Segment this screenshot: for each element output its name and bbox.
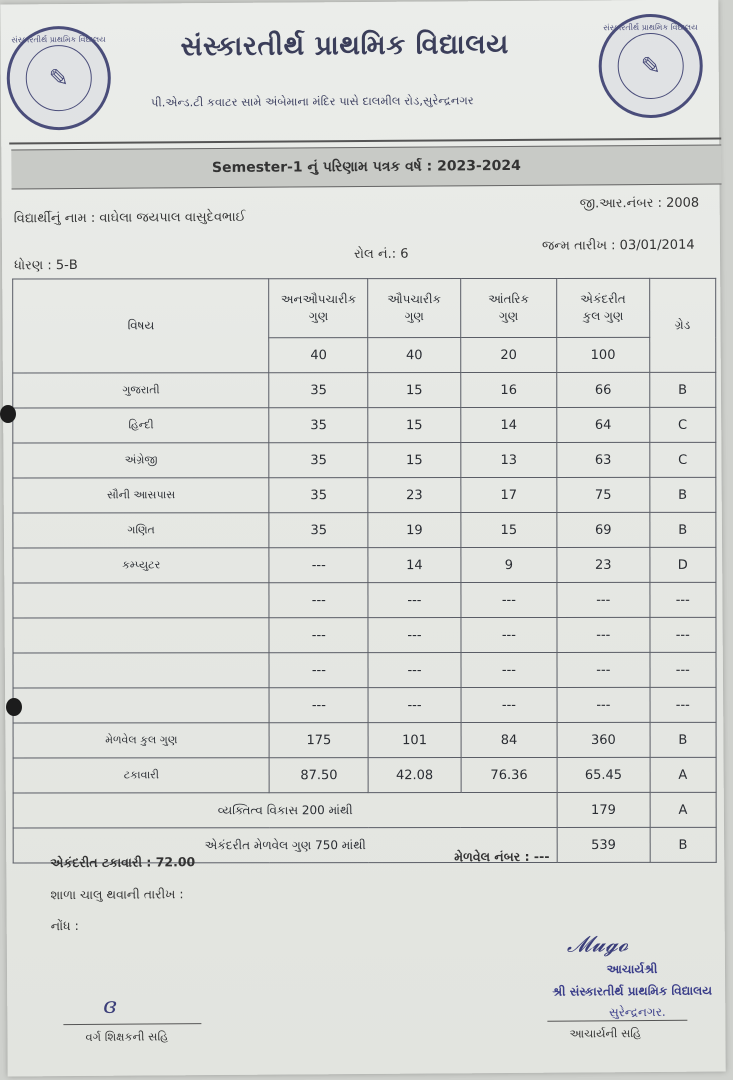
- cell-total: 75: [557, 477, 649, 512]
- obtained-grade: B: [650, 722, 716, 757]
- semester-title: Semester-1 નું પરિણામ પત્રક વર્ષ : 2023-2024: [11, 144, 721, 189]
- cell-total: 23: [557, 547, 649, 582]
- gr-number: જી.આર.નંબર : 2008: [579, 195, 700, 212]
- cell-subject: અંગ્રેજી: [13, 443, 269, 478]
- cell-subject: ગણિત: [13, 513, 269, 548]
- table-row: [13, 407, 716, 443]
- cell-internal: 17: [461, 477, 557, 512]
- cell-subject: ગુજરાતી: [13, 373, 269, 408]
- cell-formal: 14: [368, 548, 461, 583]
- personality-grade: A: [650, 792, 716, 827]
- cell-grade: D: [649, 547, 715, 582]
- header-total: [557, 278, 650, 337]
- cell-informal: 35: [269, 373, 368, 408]
- header-internal-line2: ગુણ: [499, 309, 519, 324]
- cell-formal: 15: [368, 373, 461, 408]
- cell-internal: ---: [461, 582, 557, 617]
- cell-grade: B: [649, 477, 715, 512]
- table-row: [13, 512, 716, 548]
- date-of-birth: જન્મ તારીખ : 03/01/2014: [541, 237, 695, 254]
- percentage-internal: 76.36: [461, 757, 557, 792]
- obtained-formal: 101: [368, 723, 461, 758]
- cell-total: 69: [557, 512, 649, 547]
- obtained-total-row: [13, 722, 716, 758]
- school-reopen-date: શાળા ચાલુ થવાની તારીખ :: [50, 886, 184, 903]
- cell-grade: B: [649, 512, 715, 547]
- cell-grade: C: [649, 442, 715, 477]
- cell-informal: 35: [269, 408, 368, 443]
- cell-total: ---: [557, 652, 649, 687]
- cell-internal: 9: [461, 547, 557, 582]
- cell-grade: C: [649, 407, 715, 442]
- max-internal: 20: [460, 337, 556, 372]
- rank-number: મેળવેલ નંબર : ---: [454, 848, 550, 865]
- cell-subject: હિન્દી: [13, 408, 269, 443]
- student-standard: ધોરણ : 5-B: [14, 257, 78, 274]
- header-grade: ગ્રેડ: [649, 278, 716, 372]
- cell-grade: ---: [649, 582, 715, 617]
- max-informal: 40: [269, 338, 368, 373]
- cell-informal: ---: [269, 548, 368, 583]
- cell-grade: ---: [650, 687, 716, 722]
- cell-subject: [13, 618, 269, 653]
- table-header-row: [13, 278, 716, 338]
- cell-formal: 23: [368, 478, 461, 513]
- school-name: સંસ્કારતીર્થ પ્રાથમિક વિદ્યાલય: [180, 28, 509, 63]
- table-row: [13, 617, 716, 653]
- seal-ring-text: સંસ્કારતીર્થ પ્રાથમિક વિદ્યાલય: [603, 22, 698, 33]
- cell-informal: 35: [269, 443, 368, 478]
- cell-grade: ---: [650, 617, 716, 652]
- percentage-formal: 42.08: [368, 758, 461, 793]
- cell-internal: 15: [461, 512, 557, 547]
- overall-total: 539: [557, 827, 649, 862]
- obtained-informal: 175: [270, 723, 369, 758]
- teacher-signature-icon: ɞ: [103, 993, 117, 1019]
- principal-stamp-school: શ્રી સંસ્કારતીર્થ પ્રાથમિક વિદ્યાલય: [552, 983, 713, 999]
- cell-total: ---: [557, 687, 649, 722]
- table-row: [13, 442, 716, 478]
- percentage-row: [13, 757, 716, 793]
- header-divider: [9, 137, 721, 143]
- cell-internal: 14: [461, 407, 557, 442]
- obtained-total: 360: [557, 722, 649, 757]
- overall-percentage: એકંદરીત ટકાવારી : 72.00: [50, 854, 196, 871]
- header-formal-line1: ઔપચારીક: [387, 292, 442, 307]
- punch-hole-icon: [0, 405, 16, 423]
- cell-grade: ---: [650, 652, 716, 687]
- overall-label: એકંદરીત મેળવેલ ગુણ 750 માંથી: [13, 827, 557, 862]
- table-row: [13, 687, 716, 723]
- percentage-label: ટકાવારી: [13, 758, 269, 793]
- seal-emblem-icon: ✎: [617, 33, 683, 99]
- percentage-informal: 87.50: [270, 758, 369, 793]
- table-row: [13, 477, 716, 513]
- percentage-total: 65.45: [557, 757, 649, 792]
- header-informal: [269, 279, 368, 338]
- cell-formal: 15: [368, 443, 461, 478]
- obtained-internal: 84: [461, 722, 557, 757]
- school-seal-left: [6, 26, 111, 131]
- cell-formal: ---: [368, 653, 461, 688]
- student-name: વિદ્યાર્થીનું નામ : વાઘેલા જયપાલ વાસુદેવભાઈ: [13, 209, 246, 227]
- cell-subject: [13, 653, 269, 688]
- header-internal: [460, 278, 556, 337]
- principal-title: આચાર્યશ્રી: [606, 961, 658, 977]
- cell-total: 66: [557, 372, 649, 407]
- cell-total: ---: [557, 617, 649, 652]
- marks-table: [12, 278, 717, 864]
- cell-formal: 19: [368, 513, 461, 548]
- cell-internal: 13: [461, 442, 557, 477]
- max-total: 100: [557, 337, 649, 372]
- percentage-grade: A: [650, 757, 716, 792]
- cell-informal: 35: [269, 513, 368, 548]
- cell-subject: [13, 688, 269, 723]
- teacher-sign-line: [63, 1023, 201, 1025]
- cell-internal: ---: [461, 617, 557, 652]
- note-label: નોંધ :: [50, 917, 79, 934]
- roll-number: રોલ નં.: 6: [353, 246, 409, 263]
- principal-stamp-city: સુરેન્દ્રનગર.: [608, 1004, 666, 1020]
- header-internal-line1: આંતરિક: [488, 291, 529, 307]
- cell-informal: ---: [270, 688, 369, 723]
- obtained-total-label: મેળવેલ કુલ ગુણ: [13, 723, 269, 758]
- principal-sign-label: આચાર્યની સહિ: [569, 1026, 642, 1041]
- principal-signature-icon: 𝓜𝓾𝓰𝓸: [566, 932, 629, 958]
- header-informal-line2: ગુણ: [308, 309, 329, 324]
- personality-total: 179: [557, 792, 649, 827]
- seal-ring-text: સંસ્કારતીર્થ પ્રાથમિક વિદ્યાલય: [11, 34, 106, 45]
- school-address: પી.એન્ડ.ટી કવાટર સામે અંબેમાના મંદિર પાસે દાલમીલ રોડ,સુરેન્દ્રનગર: [150, 93, 474, 110]
- overall-grade: B: [650, 827, 716, 862]
- punch-hole-icon: [6, 698, 22, 716]
- personality-label: વ્યક્તિત્વ વિકાસ 200 માંથી: [13, 792, 557, 827]
- table-row: [13, 652, 716, 688]
- cell-total: 63: [557, 442, 649, 477]
- cell-subject: કમ્પ્યુટર: [13, 548, 269, 583]
- cell-internal: 16: [461, 372, 557, 407]
- cell-internal: ---: [461, 652, 557, 687]
- header-total-line2: કુલ ગુણ: [582, 308, 624, 323]
- table-row: [13, 582, 716, 618]
- header-informal-line1: અનઔપચારીક: [280, 292, 357, 307]
- teacher-sign-label: વર્ગ શિક્ષકની સહિ: [85, 1029, 169, 1044]
- cell-total: 64: [557, 407, 649, 442]
- cell-formal: ---: [368, 688, 461, 723]
- cell-subject: [13, 583, 269, 618]
- school-seal-right: [598, 14, 703, 119]
- header-total-line1: એકંદરીત: [580, 291, 626, 306]
- cell-internal: ---: [461, 687, 557, 722]
- seal-emblem-icon: ✎: [26, 45, 92, 111]
- max-formal: 40: [368, 338, 461, 373]
- cell-formal: ---: [368, 583, 461, 618]
- header-formal: [368, 279, 461, 338]
- header-formal-line2: ગુણ: [404, 309, 424, 324]
- cell-informal: ---: [269, 618, 368, 653]
- cell-total: ---: [557, 582, 649, 617]
- personality-row: [13, 792, 716, 828]
- cell-formal: 15: [368, 408, 461, 443]
- table-row: [13, 547, 716, 583]
- header-subject: વિષય: [13, 279, 270, 373]
- cell-subject: સૌની આસપાસ: [13, 478, 269, 513]
- subject-rows: [13, 372, 716, 723]
- cell-grade: B: [649, 372, 715, 407]
- cell-informal: ---: [269, 583, 368, 618]
- cell-informal: 35: [269, 478, 368, 513]
- table-row: [13, 372, 716, 408]
- cell-formal: ---: [368, 618, 461, 653]
- cell-informal: ---: [269, 653, 368, 688]
- principal-sign-line: [547, 1020, 687, 1022]
